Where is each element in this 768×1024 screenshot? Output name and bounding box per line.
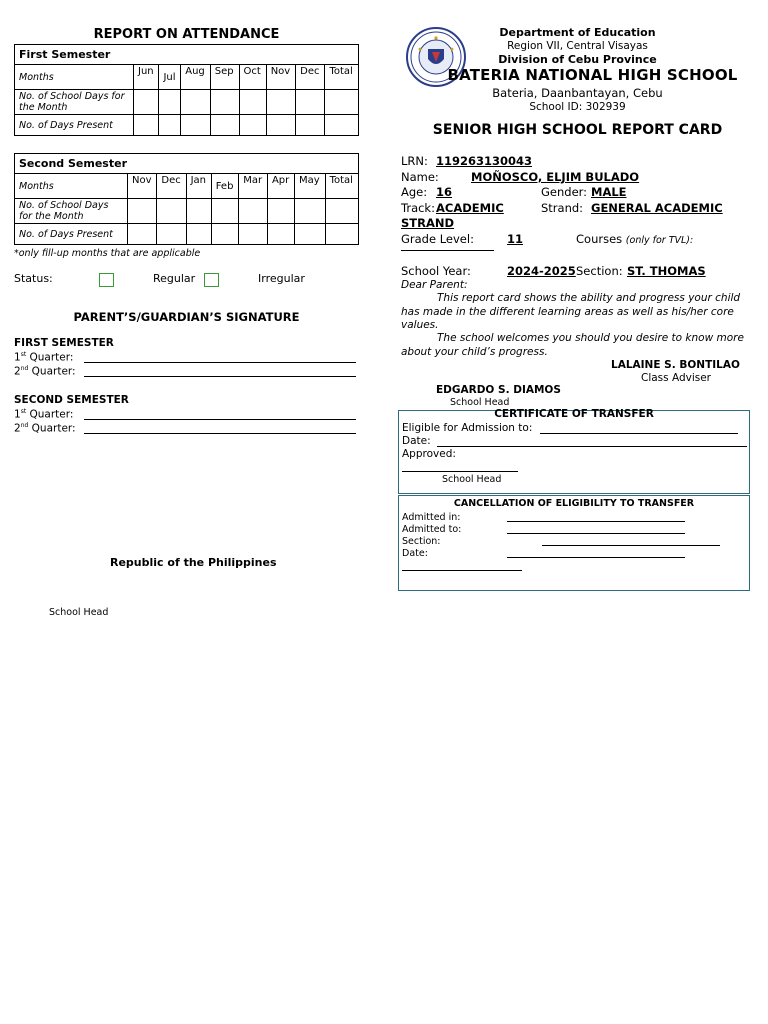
month-cell: Feb: [211, 174, 239, 199]
school-days-cell[interactable]: [134, 90, 159, 115]
transfer-date-label: Date:: [402, 435, 431, 447]
transfer-date-line[interactable]: [437, 446, 747, 447]
signature-line[interactable]: [84, 419, 356, 420]
school-days-cell[interactable]: [295, 199, 326, 224]
school-days-cell[interactable]: [239, 199, 268, 224]
name-value: MOÑOSCO, ELJIM BULADO: [471, 170, 640, 184]
section-label: Section:: [576, 264, 623, 278]
admitted-to-line[interactable]: [507, 533, 685, 534]
school-days-cell[interactable]: [181, 90, 210, 115]
sy-value: 2024-2025: [507, 264, 576, 278]
school-address: Bateria, Daanbantayan, Cebu: [492, 86, 663, 100]
quarter-number: 2: [14, 365, 21, 378]
month-cell: Total: [325, 174, 358, 199]
school-days-cell[interactable]: [211, 199, 239, 224]
month-cell: Jan: [186, 174, 211, 199]
section-value: ST. THOMAS: [627, 264, 706, 278]
signature-line[interactable]: [84, 362, 356, 363]
school-days-cell[interactable]: [186, 199, 211, 224]
month-cell: Nov: [128, 174, 157, 199]
days-present-cell[interactable]: [266, 115, 295, 136]
courses-text: Courses: [576, 232, 623, 246]
school-days-cell[interactable]: [239, 90, 266, 115]
days-present-cell[interactable]: [239, 115, 266, 136]
days-present-cell[interactable]: [134, 115, 159, 136]
first-semester-label: First Semester: [15, 45, 359, 65]
gender-label: Gender:: [541, 185, 588, 199]
lrn-value: 119263130043: [436, 154, 533, 168]
school-days-label: No. of School Days for the Month: [15, 199, 128, 224]
track-label: Track:: [401, 201, 435, 215]
quarter-label: Quarter:: [28, 365, 76, 378]
quarter-label: Quarter:: [28, 422, 76, 435]
attendance-note: *only fill-up months that are applicable: [14, 248, 201, 259]
age-value: 16: [436, 185, 453, 199]
months-label: Months: [15, 174, 128, 199]
school-days-cell[interactable]: [325, 90, 359, 115]
days-present-cell[interactable]: [181, 115, 210, 136]
irregular-checkbox[interactable]: [204, 273, 219, 287]
school-id: School ID: 302939: [529, 101, 626, 113]
strand-label: Strand:: [541, 201, 584, 215]
regular-checkbox[interactable]: [99, 273, 114, 287]
signature-line[interactable]: [84, 376, 356, 377]
quarter-suffix: st: [20, 351, 27, 358]
second-semester-table: [14, 153, 359, 245]
school-days-label: No. of School Days for the Month: [15, 90, 134, 115]
days-present-cell[interactable]: [128, 224, 157, 245]
dept-name: Department of Education: [499, 26, 656, 39]
letter-paragraph-1: This report card shows the ability and progress your child has made in the different learning areas as well as his/her core values.: [401, 292, 741, 331]
gender-value: MALE: [591, 185, 627, 199]
second-semester-label: Second Semester: [15, 154, 359, 174]
school-days-cell[interactable]: [128, 199, 157, 224]
division-name: Division of Cebu Province: [498, 53, 657, 66]
quarter-number: 1: [14, 351, 21, 364]
month-cell: Oct: [239, 65, 266, 90]
letter-salutation: Dear Parent:: [401, 279, 468, 291]
month-cell: Dec: [157, 174, 186, 199]
days-present-cell[interactable]: [325, 224, 358, 245]
signature-line[interactable]: [84, 433, 356, 434]
first-sem-q1: [14, 351, 73, 364]
cancellation-box: [398, 495, 750, 591]
month-cell: Nov: [266, 65, 295, 90]
days-present-cell[interactable]: [159, 115, 181, 136]
days-present-cell[interactable]: [296, 115, 325, 136]
days-present-label: No. of Days Present: [15, 224, 128, 245]
cancel-date-label: Date:: [402, 548, 428, 559]
region-name: Region VII, Central Visayas: [507, 40, 648, 52]
second-sem-q2: [14, 422, 76, 435]
month-cell: Dec: [296, 65, 325, 90]
quarter-label: Quarter:: [26, 408, 74, 421]
school-days-cell[interactable]: [266, 90, 295, 115]
admitted-in-label: Admitted in:: [402, 512, 461, 523]
irregular-label: Irregular: [258, 272, 305, 285]
cancel-date-line[interactable]: [507, 557, 685, 558]
quarter-label: Quarter:: [26, 351, 74, 364]
admitted-in-line[interactable]: [507, 521, 685, 522]
grade-value: 11: [507, 232, 524, 246]
attendance-title: REPORT ON ATTENDANCE: [93, 27, 280, 42]
approved-line[interactable]: [402, 471, 518, 472]
days-present-cell[interactable]: [210, 115, 239, 136]
head-name: EDGARDO S. DIAMOS: [436, 384, 561, 396]
courses-note: (only for TVL):: [625, 235, 694, 246]
transfer-title: CERTIFICATE OF TRANSFER: [494, 408, 654, 420]
report-card-title: SENIOR HIGH SCHOOL REPORT CARD: [432, 122, 723, 138]
month-cell: Mar: [239, 174, 268, 199]
quarter-number: 2: [14, 422, 21, 435]
days-present-cell[interactable]: [267, 224, 294, 245]
approved-label: Approved:: [402, 448, 456, 460]
status-label: Status:: [14, 272, 53, 285]
name-label: Name:: [401, 170, 439, 184]
days-present-label: No. of Days Present: [15, 115, 134, 136]
months-label: Months: [15, 65, 134, 90]
cancellation-title: CANCELLATION OF ELIGIBILITY TO TRANSFER: [453, 498, 695, 509]
track-value: ACADEMIC STRAND: [401, 201, 504, 230]
republic-label: Republic of the Philippines: [110, 556, 277, 569]
adviser-title: Class Adviser: [641, 372, 712, 384]
month-cell: Aug: [181, 65, 210, 90]
lrn-label: LRN:: [401, 154, 428, 168]
month-cell: Jul: [159, 65, 181, 90]
first-sem-q2: [14, 365, 76, 378]
quarter-suffix: st: [20, 408, 27, 415]
days-present-cell[interactable]: [211, 224, 239, 245]
eligible-label: Eligible for Admission to:: [402, 422, 533, 434]
courses-line[interactable]: [401, 250, 494, 251]
section-label-cancel: Section:: [402, 536, 441, 547]
certificate-of-transfer: [398, 410, 750, 494]
grade-label: Grade Level:: [401, 232, 474, 246]
eligible-line[interactable]: [540, 433, 738, 434]
head-title: School Head: [450, 397, 510, 408]
school-days-cell[interactable]: [210, 90, 239, 115]
school-days-cell[interactable]: [325, 199, 358, 224]
courses-label: [576, 232, 693, 246]
days-present-cell[interactable]: [157, 224, 186, 245]
admitted-to-label: Admitted to:: [402, 524, 462, 535]
signature-title: PARENT’S/GUARDIAN’S SIGNATURE: [73, 310, 300, 324]
first-semester-heading: FIRST SEMESTER: [14, 337, 114, 349]
days-present-cell[interactable]: [239, 224, 268, 245]
adviser-name: LALAINE S. BONTILAO: [611, 359, 740, 371]
quarter-suffix: nd: [20, 422, 29, 429]
quarter-number: 1: [14, 408, 21, 421]
school-days-cell[interactable]: [159, 90, 181, 115]
cancel-signature-line[interactable]: [402, 570, 522, 571]
letter-paragraph-2: The school welcomes you should you desire to know more about your child’s progress.: [401, 332, 744, 358]
month-cell: Apr: [267, 174, 294, 199]
month-cell: May: [295, 174, 326, 199]
school-name: BATERIA NATIONAL HIGH SCHOOL: [447, 66, 738, 84]
quarter-suffix: nd: [20, 365, 29, 372]
first-semester-table: [14, 44, 359, 136]
age-label: Age:: [401, 185, 428, 199]
school-days-cell[interactable]: [296, 90, 325, 115]
strand-value: GENERAL ACADEMIC: [591, 201, 723, 215]
left-school-head: School Head: [49, 607, 109, 618]
days-present-cell[interactable]: [295, 224, 326, 245]
second-sem-q1: [14, 408, 73, 421]
sy-label: School Year:: [401, 264, 471, 278]
school-days-cell[interactable]: [267, 199, 294, 224]
section-line[interactable]: [542, 545, 720, 546]
transfer-school-head: School Head: [442, 474, 502, 485]
days-present-cell[interactable]: [325, 115, 359, 136]
second-semester-heading: SECOND SEMESTER: [14, 394, 129, 406]
school-days-cell[interactable]: [157, 199, 186, 224]
regular-label: Regular: [153, 272, 196, 285]
month-cell: Jun: [134, 65, 159, 90]
month-cell: Sep: [210, 65, 239, 90]
days-present-cell[interactable]: [186, 224, 211, 245]
month-cell: Total: [325, 65, 359, 90]
